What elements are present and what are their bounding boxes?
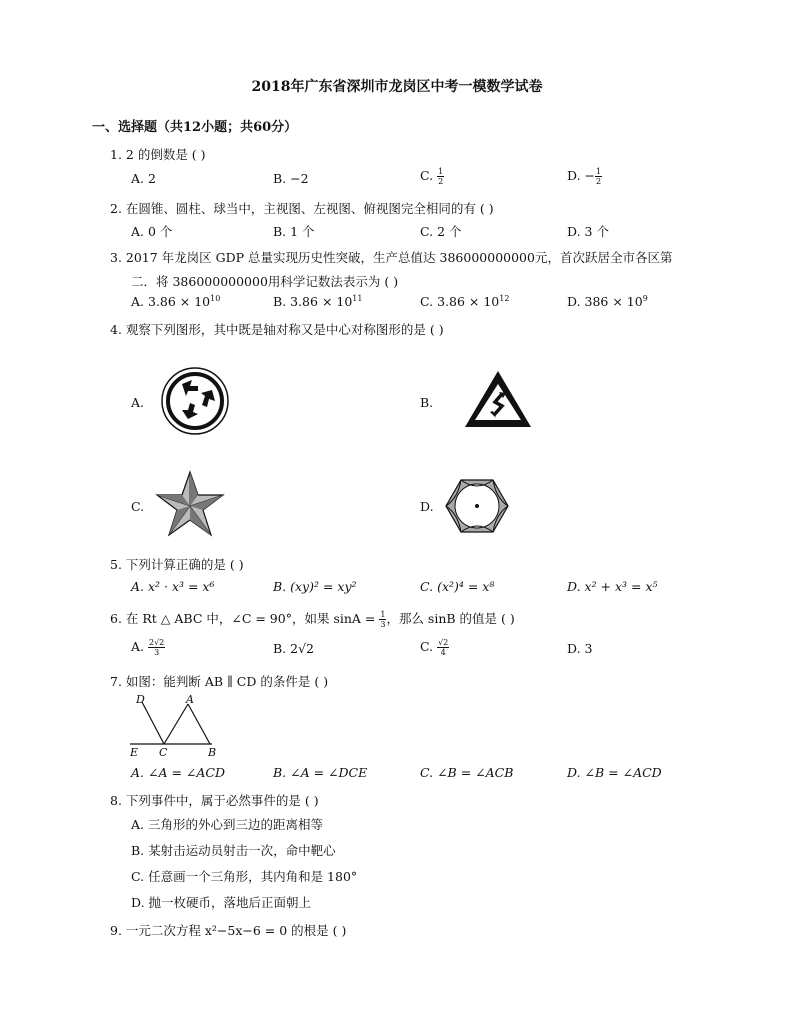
q7-option-a: A. ∠A = ∠ACD xyxy=(131,765,225,780)
q7-option-b: B. ∠A = ∠DCE xyxy=(273,765,368,780)
question-9: 9. 一元二次方程 x²−5x−6 = 0 的根是 ( ) xyxy=(110,923,347,938)
q2-option-a: A. 0 个 xyxy=(131,224,173,239)
question-8: 8. 下列事件中，属于必然事件的是 ( ) xyxy=(110,793,319,808)
q6-option-d: D. 3 xyxy=(567,641,593,656)
q1-option-d: D. − $\frac{1}{2}$ xyxy=(567,167,602,186)
q5-option-b: B. (xy)² = xy² xyxy=(273,579,357,594)
q2-option-b: B. 1 个 xyxy=(273,224,315,239)
q4-option-b: B. xyxy=(420,395,434,410)
q2-option-d: D. 3 个 xyxy=(567,224,609,239)
q5-option-c: C. (x²)⁴ = x⁸ xyxy=(420,579,495,594)
question-1: 1. 2 的倒数是 ( ) xyxy=(110,147,206,162)
q3-option-a: A. $3.86 \times 10^{10}$ xyxy=(131,294,221,310)
figure-b-warning-triangle xyxy=(462,368,534,430)
q4-option-d: D. xyxy=(420,499,434,514)
q6-option-c: C. $\frac{√2}{4}$ xyxy=(420,638,449,657)
q5-option-d: D. x² + x³ = x⁵ xyxy=(567,579,658,594)
q8-option-c: C. 任意画一个三角形，其内角和是 180° xyxy=(131,869,358,884)
label-a: A xyxy=(186,693,194,706)
figure-a-circle-arrows xyxy=(160,366,230,436)
q6-option-a: A. $\frac{2√2}{3}$ xyxy=(131,638,165,657)
question-3-line-2: 二．将 386000000000用科学记数法表示为 ( ) xyxy=(131,274,399,289)
question-7: 7. 如图：能判断 AB ∥ CD 的条件是 ( ) xyxy=(110,674,329,689)
page-title: 2018年广东省深圳市龙岗区中考一模数学试卷 xyxy=(251,79,543,95)
question-2: 2. 在圆锥、圆柱、球当中，主视图、左视图、俯视图完全相同的有 ( ) xyxy=(110,201,494,216)
q4-option-c: C. xyxy=(131,499,145,514)
question-4: 4. 观察下列图形，其中既是轴对称又是中心对称图形的是 ( ) xyxy=(110,322,444,337)
q2-option-c: C. 2 个 xyxy=(420,224,462,239)
q5-option-a: A. x² · x³ = x⁶ xyxy=(131,579,215,594)
label-e: E xyxy=(130,746,139,758)
q6-option-b: B. 2√2 xyxy=(273,641,315,656)
q3-option-d: D. $386 \times 10^9$ xyxy=(567,294,648,310)
figure-d-hexagon xyxy=(444,478,510,534)
q7-option-d: D. ∠B = ∠ACD xyxy=(567,765,662,780)
label-d: D xyxy=(136,693,145,706)
q8-option-d: D. 抛一枚硬币，落地后正面朝上 xyxy=(131,895,312,910)
q1-option-c: C. $\frac{1}{2}$ xyxy=(420,167,444,186)
figure-c-star xyxy=(155,470,225,538)
question-6: 6. 在 Rt △ ABC 中，∠C = 90°，如果 sinA = $\frac{1}{3}$ ，那么 sinB 的值是 ( ) xyxy=(110,610,515,629)
q3-option-b: B. $3.86 \times 10^{11}$ xyxy=(273,294,363,310)
q1-option-a: A. 2 xyxy=(131,171,156,186)
q3-option-c: C. $3.86 \times 10^{12}$ xyxy=(420,294,510,310)
q7-option-c: C. ∠B = ∠ACB xyxy=(420,765,514,780)
figure-q7-geometry xyxy=(128,692,220,758)
q1-option-b: B. −2 xyxy=(273,171,309,186)
q8-option-a: A. 三角形的外心到三边的距离相等 xyxy=(131,817,323,832)
q4-option-a: A. xyxy=(131,395,145,410)
label-c: C xyxy=(159,746,168,758)
label-b: B xyxy=(208,746,217,758)
question-5: 5. 下列计算正确的是 ( ) xyxy=(110,557,244,572)
section-heading: 一、选择题（共12小题；共60分） xyxy=(92,120,298,135)
question-3-line-1: 3. 2017 年龙岗区 GDP 总量实现历史性突破，生产总值达 386000000000元，首次跃居全市各区第 xyxy=(110,250,673,265)
q8-option-b: B. 某射击运动员射击一次，命中靶心 xyxy=(131,843,336,858)
